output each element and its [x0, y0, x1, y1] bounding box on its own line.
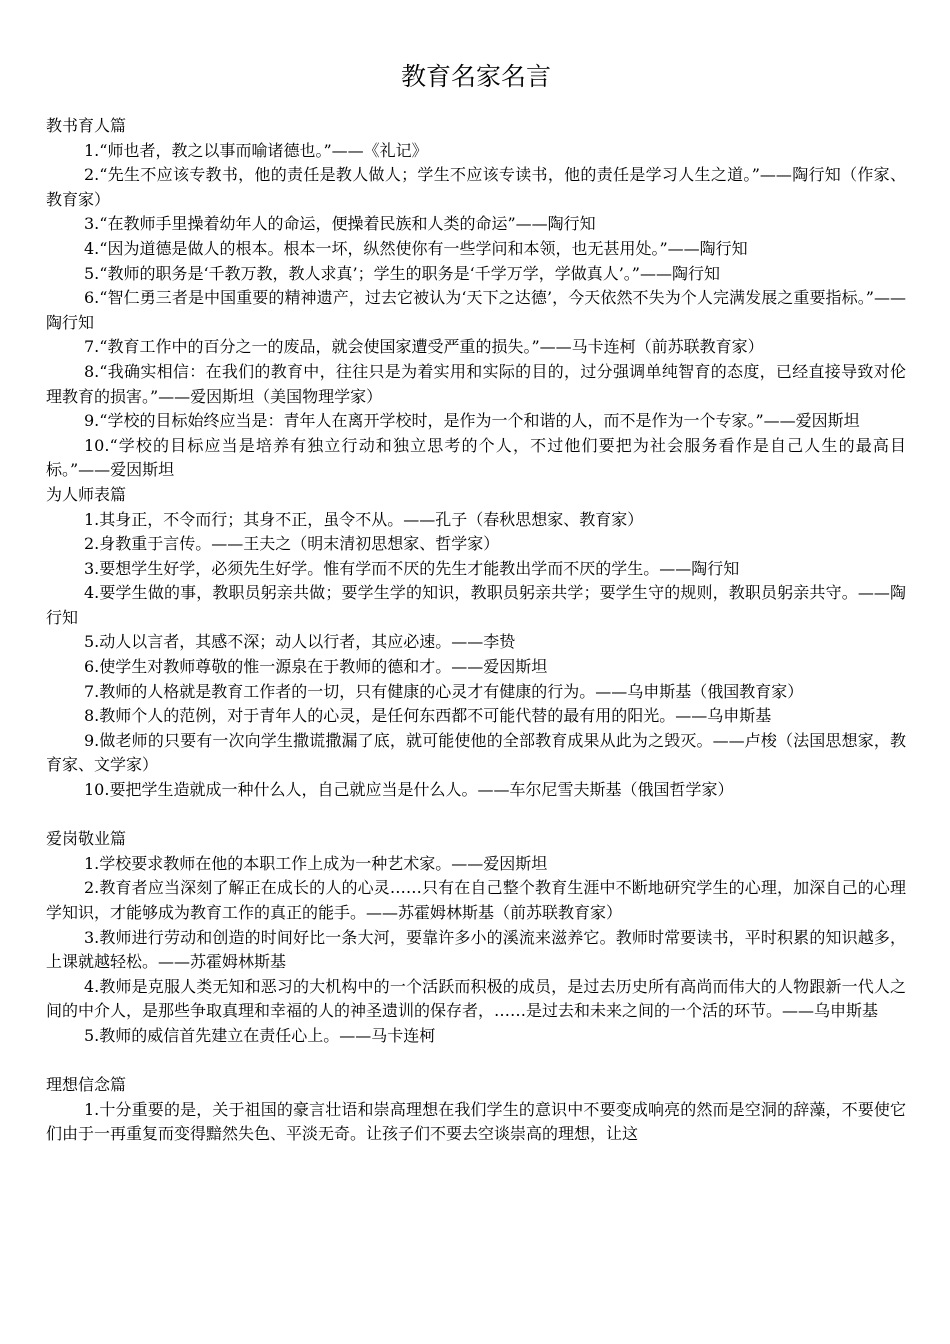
section-ideals: [46, 1073, 906, 1147]
section-heading: 爱岗敬业篇: [46, 829, 127, 849]
quote-item: 7.教师的人格就是教育工作者的一切，只有健康的心灵才有健康的行为。——乌申斯基（俄国教育家）: [84, 681, 804, 701]
section-dedication: [46, 827, 906, 1048]
quote-item: 2.身教重于言传。——王夫之（明末清初思想家、哲学家）: [84, 534, 500, 554]
quote-item: 4.要学生做的事，教职员躬亲共做；要学生学的知识，教职员躬亲共学；要学生守的规则，教职员躬亲共守。——陶行知: [46, 583, 906, 627]
blank-line: [46, 1049, 906, 1074]
quote-item: 2.教育者应当深刻了解正在成长的人的心灵……只有在自己整个教育生涯中不断地研究学生的心理，加深自己的心理学知识，才能够成为教育工作的真正的能手。——苏霍姆林斯基（前苏联教育家）: [46, 878, 906, 922]
quote-item: 7.“教育工作中的百分之一的废品，就会使国家遭受严重的损失。”——马卡连柯（前苏联教育家）: [84, 337, 764, 357]
section-heading: 为人师表篇: [46, 484, 127, 504]
document-page: [46, 60, 906, 1147]
section-heading: 理想信念篇: [46, 1075, 127, 1095]
quote-item: 5.教师的威信首先建立在责任心上。——马卡连柯: [84, 1025, 436, 1045]
quote-item: 9.“学校的目标始终应当是：青年人在离开学校时，是作为一个和谐的人，而不是作为一个专家。”——爱因斯坦: [84, 411, 860, 431]
quote-item: 4.“因为道德是做人的根本。根本一坏，纵然使你有一些学问和本领，也无甚用处。”——陶行知: [84, 238, 748, 258]
quote-item: 6.“智仁勇三者是中国重要的精神遗产，过去它被认为‘天下之达德’，今天依然不失为个人完满发展之重要指标。”——陶行知: [46, 288, 906, 332]
quote-item: 1.十分重要的是，关于祖国的豪言壮语和崇高理想在我们学生的意识中不要变成响亮的然而是空洞的辞藻，不要使它们由于一再重复而变得黯然失色、平淡无奇。让孩子们不要去空谈崇高的理想，让这: [46, 1099, 906, 1144]
quote-item: 3.教师进行劳动和创造的时间好比一条大河，要靠许多小的溪流来滋养它。教师时常要读书，平时积累的知识越多，上课就越轻松。——苏霍姆林斯基: [46, 927, 906, 972]
quote-item: 4.教师是克服人类无知和恶习的大机构中的一个活跃而积极的成员，是过去历史所有高尚而伟大的人物跟新一代人之间的中介人，是那些争取真理和幸福的人的神圣遗训的保存者，……是过去和未来之间的一个活的环节。——乌申斯基: [46, 976, 906, 1021]
quote-item: 6.使学生对教师尊敬的惟一源泉在于教师的德和才。——爱因斯坦: [84, 657, 548, 677]
quote-item: 3.要想学生好学，必须先生好学。惟有学而不厌的先生才能教出学而不厌的学生。——陶行知: [84, 558, 740, 578]
section-role-model: [46, 483, 906, 803]
quote-item: 3.“在教师手里操着幼年人的命运，便操着民族和人类的命运”——陶行知: [84, 214, 596, 234]
quote-item: 8.“我确实相信：在我们的教育中，往往只是为着实用和实际的目的，过分强调单纯智育的态度，已经直接导致对伦理教育的损害。”——爱因斯坦（美国物理学家）: [46, 361, 906, 406]
quote-item: 1.其身正，不令而行；其身不正，虽令不从。——孔子（春秋思想家、教育家）: [84, 509, 644, 529]
section-teaching: [46, 114, 906, 483]
quote-item: 9.做老师的只要有一次向学生撒谎撒漏了底，就可能使他的全部教育成果从此为之毁灭。——卢梭（法国思想家，教育家、文学家）: [46, 730, 906, 775]
blank-line: [46, 803, 906, 828]
quote-item: 8.教师个人的范例，对于青年人的心灵，是任何东西都不可能代替的最有用的阳光。——乌申斯基: [84, 706, 772, 726]
quote-item: 5.动人以言者，其感不深；动人以行者，其应必速。——李贽: [84, 632, 516, 652]
quote-item: 10.要把学生造就成一种什么人，自己就应当是什么人。——车尔尼雪夫斯基（俄国哲学家）: [84, 780, 734, 800]
quote-item: 1.“师也者，教之以事而喻诸德也。”——《礼记》: [84, 140, 428, 160]
section-heading: 教书育人篇: [46, 116, 127, 135]
quote-item: 10.“学校的目标应当是培养有独立行动和独立思考的个人，不过他们要把为社会服务看作是自己人生的最高目标。”——爱因斯坦: [46, 435, 906, 480]
quote-item: 2.“先生不应该专教书，他的责任是教人做人；学生不应该专读书，他的责任是学习人生之道。”——陶行知（作家、教育家）: [46, 165, 906, 209]
quote-item: 5.“教师的职务是‘千教万教，教人求真’；学生的职务是‘千学万学，学做真人’。”——陶行知: [84, 263, 720, 283]
quote-item: 1.学校要求教师在他的本职工作上成为一种艺术家。——爱因斯坦: [84, 853, 548, 873]
document-title: 教育名家名言: [400, 62, 551, 91]
